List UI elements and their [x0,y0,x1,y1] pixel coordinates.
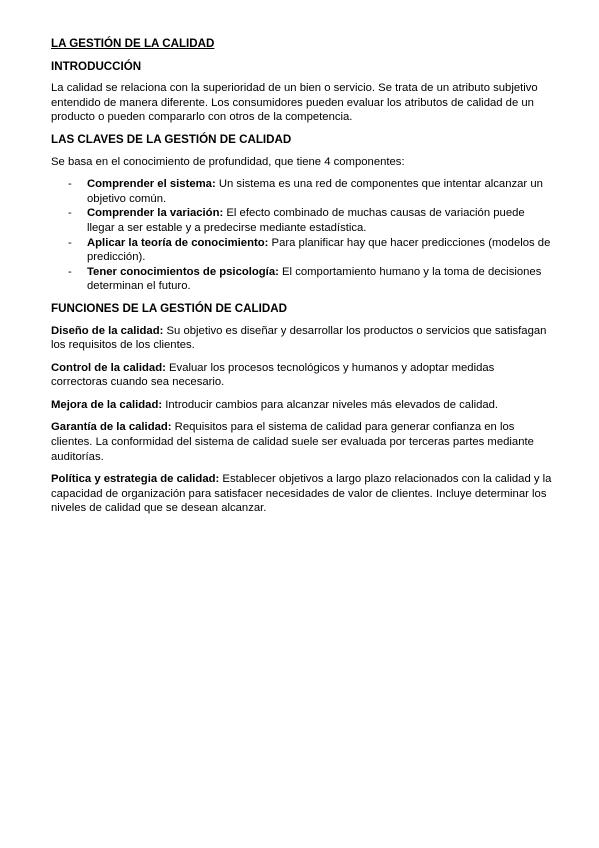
funcion-paragraph [51,324,553,353]
claves-intro: Se basa en el conocimiento de profundidad, que tiene 4 componentes: [51,155,405,168]
funcion-paragraph [51,398,553,413]
funcion-paragraph [51,420,553,464]
document-title: LA GESTIÓN DE LA CALIDAD [51,37,215,50]
list-item [51,236,553,265]
list-item [51,265,553,294]
funcion-text: Su objetivo es diseñar y desarrollar los productos o servicios que satisfagan los requisitos de los clientes. [51,324,547,352]
list-item [51,177,553,206]
bullet-dash: - [68,207,72,220]
list-item-term: Aplicar la teoría de conocimiento: [87,236,269,249]
funcion-term: Mejora de la calidad: [51,398,163,411]
bullet-dash: - [68,265,72,278]
funciones-heading: FUNCIONES DE LA GESTIÓN DE CALIDAD [51,301,287,315]
funcion-text: Requisitos para el sistema de calidad para generar confianza en los clientes. La conformidad del sistema de calidad suele ser evaluada por terceras partes mediante auditorías. [51,421,534,463]
list-item-term: Tener conocimientos de psicología: [87,265,279,278]
funcion-text: Establecer objetivos a largo plazo relacionados con la calidad y la capacidad de organización para satisfacer necesidades de valor de clientes. Incluye determinar los niveles de calidad que se desean alcanzar. [51,473,552,515]
list-item-text: Un sistema es una red de componentes que intentar alcanzar un objetivo común. [87,178,543,205]
list-item-term: Comprender la variación: [87,207,224,220]
funcion-term: Política y estrategia de calidad: [51,473,220,486]
intro-heading: INTRODUCCIÓN [51,59,142,73]
list-item-text: El comportamiento humano y la toma de decisiones determinan el futuro. [87,265,542,293]
funcion-text: Introducir cambios para alcanzar niveles más elevados de calidad. [162,398,499,411]
list-item [51,206,553,235]
funcion-paragraph [51,361,553,390]
funcion-term: Control de la calidad: [51,361,166,374]
intro-text: La calidad se relaciona con la superioridad de un bien o servicio. Se trata de un atributo subjetivo entendido de manera diferente. Los consumidores pueden evaluar los atributos de calidad de un producto o pueden compararlo con otros de la competencia. [51,82,538,124]
funcion-term: Garantía de la calidad: [51,421,172,434]
funcion-term: Diseño de la calidad: [51,324,164,337]
funcion-paragraph [51,472,553,516]
list-item-term: Comprender el sistema: [87,178,216,191]
bullet-dash: - [68,236,72,249]
claves-heading: LAS CLAVES DE LA GESTIÓN DE CALIDAD [51,132,292,146]
claves-list [51,177,553,294]
list-item-text: Para planificar hay que hacer predicciones (modelos de predicción). [87,236,551,264]
list-item-text: El efecto combinado de muchas causas de variación puede llegar a ser estable y a predecirse mediante estadística. [87,207,525,234]
bullet-dash: - [68,178,72,191]
funcion-text: Evaluar los procesos tecnológicos y humanos y adoptar medidas correctoras cuando sea necesario. [51,361,495,389]
